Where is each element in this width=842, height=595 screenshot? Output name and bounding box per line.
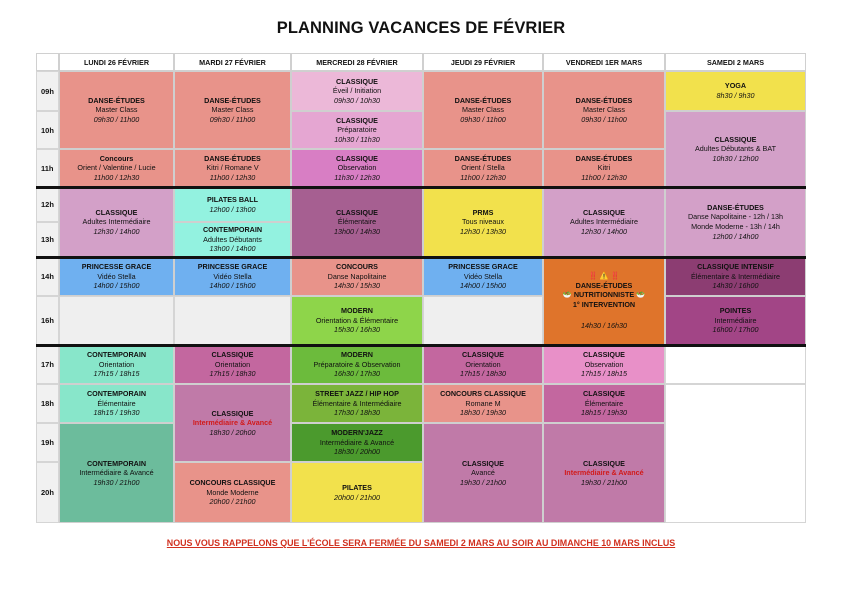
class-level: Observation: [584, 359, 624, 369]
class-title: CLASSIQUE: [336, 115, 378, 125]
class-block[interactable]: [59, 423, 174, 523]
class-time: 17h30 / 18h30: [334, 408, 380, 418]
class-block[interactable]: [423, 187, 543, 257]
class-block[interactable]: [423, 384, 543, 423]
class-level: Master Class: [462, 105, 504, 115]
class-block[interactable]: [543, 187, 665, 257]
empty-slot: [665, 384, 806, 523]
class-block[interactable]: [543, 257, 665, 345]
class-time: 15h30 / 16h30: [334, 325, 380, 335]
class-time: 09h30 / 11h00: [460, 114, 506, 124]
class-level: Romane M: [465, 398, 501, 408]
class-level: Avancé: [471, 468, 495, 478]
class-level: Élémentaire & Intermédiaire: [690, 271, 781, 281]
class-title: DANSE-ÉTUDES: [454, 153, 512, 163]
class-block[interactable]: [543, 71, 665, 149]
class-time: 13h00 / 14h00: [209, 244, 256, 254]
hour-label: 14h: [36, 257, 59, 296]
class-level: Orientation & Élémentaire: [315, 315, 399, 325]
class-block[interactable]: [543, 345, 665, 384]
class-level: Élémentaire: [97, 398, 136, 408]
day-header: LUNDI 26 FÉVRIER: [59, 53, 174, 71]
class-title: CLASSIQUE: [714, 134, 757, 144]
class-time: 14h30 / 16h00: [712, 281, 759, 291]
class-title: DANSE-ÉTUDES: [575, 95, 633, 105]
class-time: 09h30 / 11h00: [581, 114, 627, 124]
class-time: 12h30 / 14h00: [581, 226, 627, 236]
class-level: Kitri: [597, 163, 611, 173]
section-divider: [36, 186, 806, 189]
class-title: PILATES BALL: [207, 194, 258, 204]
hour-label: 10h: [36, 111, 59, 149]
class-level: Observation: [337, 163, 377, 173]
class-level: Orient / Stella: [461, 163, 505, 173]
class-title: DANSE-ÉTUDES: [204, 95, 261, 105]
class-title: CLASSIQUE: [211, 350, 254, 360]
day-header: VENDREDI 1ER MARS: [543, 53, 665, 71]
class-block[interactable]: [543, 149, 665, 187]
class-time: 17h15 / 18h15: [581, 369, 627, 379]
class-title: CLASSIQUE: [583, 389, 625, 399]
class-level: Monde Moderne - 13h / 14h: [691, 222, 780, 231]
hour-label: 12h: [36, 187, 59, 222]
class-time: 11h00 / 12h30: [581, 172, 627, 182]
class-level: Danse Napolitaine: [327, 271, 387, 281]
class-block[interactable]: [665, 187, 806, 257]
class-level: Danse Napolitaine - 12h / 13h: [687, 212, 784, 222]
class-time: 18h30 / 20h00: [209, 427, 256, 437]
class-block[interactable]: [59, 345, 174, 384]
class-level: Vidéo Stella: [213, 271, 252, 281]
class-block[interactable]: [291, 257, 423, 296]
class-title: DANSE-ÉTUDES: [575, 153, 633, 163]
class-level-highlight: Intermédiaire & Avancé: [192, 418, 273, 428]
class-title: STREET JAZZ / HIP HOP: [315, 389, 399, 399]
class-title: DANSE-ÉTUDES: [204, 153, 261, 163]
class-block[interactable]: [174, 187, 291, 222]
class-time: 09h30 / 10h30: [334, 95, 380, 105]
section-divider: [36, 256, 806, 259]
class-block[interactable]: [543, 384, 665, 423]
class-title: PRMS: [472, 207, 494, 217]
class-title: CLASSIQUE: [462, 350, 504, 360]
section-divider: [36, 344, 806, 347]
corner-cell: [36, 53, 59, 71]
empty-slot: [59, 296, 174, 345]
class-block[interactable]: [174, 462, 291, 523]
class-block[interactable]: [291, 149, 423, 187]
class-time: 11h00 / 12h30: [460, 172, 506, 182]
class-time: 17h15 / 18h15: [93, 369, 140, 379]
class-time: 14h30 / 15h30: [334, 281, 380, 291]
class-title: CLASSIQUE: [583, 458, 625, 468]
class-block[interactable]: [665, 296, 806, 345]
class-level: Vidéo Stella: [463, 271, 503, 281]
class-time: 19h30 / 21h00: [460, 477, 506, 487]
class-time: 20h00 / 21h00: [209, 497, 256, 507]
hour-label: 09h: [36, 71, 59, 111]
class-block[interactable]: [59, 71, 174, 149]
class-time: 18h30 / 20h00: [334, 447, 380, 457]
class-block[interactable]: [174, 345, 291, 384]
class-time: 16h00 / 17h00: [712, 325, 759, 335]
class-block[interactable]: [423, 149, 543, 187]
class-block[interactable]: [291, 187, 423, 257]
class-time: 20h00 / 21h00: [334, 492, 380, 502]
class-time: 13h00 / 14h30: [334, 226, 380, 236]
class-time: 11h00 / 12h30: [93, 172, 140, 182]
class-block[interactable]: [291, 71, 423, 111]
class-block[interactable]: [665, 71, 806, 111]
class-time: 12h00 / 14h00: [712, 231, 759, 241]
class-level: Intermédiaire & Avancé: [319, 437, 395, 447]
class-title: CLASSIQUE: [583, 350, 625, 360]
class-title: PRINCESSE GRACE: [81, 262, 152, 272]
class-time: 16h30 / 17h30: [334, 369, 380, 379]
day-header: SAMEDI 2 MARS: [665, 53, 806, 71]
class-block[interactable]: [59, 149, 174, 187]
class-level: Monde Moderne: [206, 487, 259, 497]
class-level: Adultes Intermédiaire: [82, 217, 151, 227]
class-block[interactable]: [174, 384, 291, 462]
class-block[interactable]: [665, 111, 806, 187]
class-time: 12h00 / 13h00: [209, 204, 256, 214]
hour-label: 17h: [36, 345, 59, 384]
class-note: 🥗 NUTRITIONNISTE 🥗: [562, 290, 646, 300]
class-level: Adultes Intermédiaire: [570, 217, 638, 227]
class-title: POINTES: [719, 306, 752, 316]
class-title: CONCOURS CLASSIQUE: [440, 389, 526, 399]
class-level: Préparatoire & Observation: [313, 359, 401, 369]
class-title: DANSE-ÉTUDES: [707, 202, 764, 212]
class-title: CLASSIQUE: [336, 76, 378, 86]
class-title: CLASSIQUE: [462, 458, 504, 468]
class-level: Master Class: [211, 105, 254, 115]
class-block[interactable]: [291, 111, 423, 149]
class-time: 12h30 / 14h00: [93, 226, 140, 236]
class-title: CONTEMPORAIN: [202, 225, 263, 235]
class-title: DANSE-ÉTUDES: [575, 280, 633, 290]
class-block[interactable]: [174, 71, 291, 149]
class-block[interactable]: [543, 423, 665, 523]
class-level: Intermédiaire: [714, 315, 757, 325]
class-time: 14h30 / 16h30: [581, 321, 627, 331]
class-time: 09h30 / 11h00: [209, 114, 256, 124]
class-block[interactable]: [423, 71, 543, 149]
class-title: MODERN: [341, 306, 373, 316]
class-block[interactable]: [59, 187, 174, 257]
class-title: CONTEMPORAIN: [86, 458, 147, 468]
hour-label: 16h: [36, 296, 59, 345]
class-title: CLASSIQUE: [583, 207, 625, 217]
class-level: Préparatoire: [337, 125, 377, 135]
class-title: DANSE-ÉTUDES: [88, 95, 145, 105]
class-level: Élémentaire: [337, 217, 377, 227]
class-block[interactable]: [291, 345, 423, 384]
class-block[interactable]: [291, 384, 423, 423]
class-title: PRINCESSE GRACE: [448, 262, 518, 272]
class-title: CONCOURS: [336, 262, 378, 272]
empty-slot: [174, 296, 291, 345]
class-title: MODERN'JAZZ: [331, 428, 383, 438]
class-time: 11h30 / 12h30: [334, 172, 380, 182]
class-block[interactable]: [423, 423, 543, 523]
empty-slot: [665, 345, 806, 384]
class-level: Kitri / Romane V: [206, 163, 259, 173]
class-level: Adultes Débutants: [203, 234, 262, 244]
class-time: 17h15 / 18h30: [460, 369, 506, 379]
day-header: JEUDI 29 FÉVRIER: [423, 53, 543, 71]
class-block[interactable]: [174, 149, 291, 187]
class-block[interactable]: [423, 257, 543, 296]
class-title: CONCOURS CLASSIQUE: [189, 478, 276, 488]
class-level: Master Class: [583, 105, 625, 115]
class-title: YOGA: [724, 81, 747, 91]
class-title: PRINCESSE GRACE: [197, 262, 268, 272]
class-level: Orientation: [465, 359, 501, 369]
class-level: Élémentaire & Intermédiaire: [312, 398, 402, 408]
class-block[interactable]: [291, 462, 423, 523]
class-level: Vidéo Stella: [97, 271, 136, 281]
class-level: Adultes Débutants & BAT: [695, 144, 776, 154]
hour-label: 11h: [36, 149, 59, 187]
class-note: 1° INTERVENTION: [572, 299, 636, 309]
class-level: Élémentaire: [584, 398, 624, 408]
class-level-highlight: Intermédiaire & Avancé: [564, 468, 644, 478]
class-time: 8h30 / 9h30: [716, 91, 755, 100]
class-level: Master Class: [95, 105, 138, 115]
class-time: 18h15 / 19h30: [93, 408, 140, 418]
class-title: DANSE-ÉTUDES: [454, 95, 512, 105]
hour-label: 13h: [36, 222, 59, 257]
class-time: 19h30 / 21h00: [93, 477, 140, 487]
class-title: Concours: [99, 153, 134, 163]
hour-label: 18h: [36, 384, 59, 423]
class-level: Tous niveaux: [462, 217, 504, 227]
class-block[interactable]: [291, 296, 423, 345]
class-level: Orientation: [214, 359, 251, 369]
page-title: PLANNING VACANCES DE FÉVRIER: [276, 19, 566, 37]
class-block[interactable]: [59, 257, 174, 296]
class-block[interactable]: [174, 257, 291, 296]
class-block[interactable]: [291, 423, 423, 462]
class-time: 10h30 / 12h00: [712, 153, 759, 163]
class-time: 18h15 / 19h30: [581, 408, 627, 418]
class-title: PILATES: [342, 482, 372, 492]
hour-label: 19h: [36, 423, 59, 462]
empty-slot: [423, 296, 543, 345]
class-block[interactable]: [423, 345, 543, 384]
class-level: Intermédiaire & Avancé: [79, 468, 154, 478]
class-time: 19h30 / 21h00: [581, 477, 627, 487]
class-time: 11h00 / 12h30: [209, 172, 256, 182]
class-title: CONTEMPORAIN: [86, 350, 147, 360]
class-block[interactable]: [665, 257, 806, 296]
class-title: MODERN: [341, 350, 373, 360]
schedule-grid: [36, 53, 806, 523]
day-header: MARDI 27 FÉVRIER: [174, 53, 291, 71]
class-level: Orient / Valentine / Lucie: [77, 163, 156, 173]
class-title: CLASSIQUE: [211, 408, 254, 418]
class-time: 09h30 / 11h00: [93, 114, 140, 124]
class-level: Éveil / Initiation: [332, 86, 382, 96]
class-time: 14h00 / 15h00: [93, 281, 140, 291]
class-time: 17h15 / 18h30: [209, 369, 256, 379]
class-title: CLASSIQUE: [95, 207, 138, 217]
closure-notice: NOUS VOUS RAPPELONS QUE L’ÉCOLE SERA FERMÉE DU SAMEDI 2 MARS AU SOIR AU DIMANCHE 10 MARS INCLUS: [166, 538, 676, 548]
class-title: CLASSIQUE INTENSIF: [697, 262, 774, 272]
warning-marks: ‼️ ⚠️ ‼️: [588, 271, 620, 281]
class-title: CONTEMPORAIN: [86, 389, 147, 399]
class-time: 18h30 / 19h30: [460, 408, 506, 418]
class-title: CLASSIQUE: [336, 207, 378, 217]
class-block[interactable]: [59, 384, 174, 423]
hour-label: 20h: [36, 462, 59, 523]
class-time: 14h00 / 15h00: [209, 281, 256, 291]
class-block[interactable]: [174, 222, 291, 257]
day-header: MERCREDI 28 FÉVRIER: [291, 53, 423, 71]
class-time: 12h30 / 13h30: [460, 226, 506, 236]
class-time: 10h30 / 11h30: [334, 134, 380, 144]
class-title: CLASSIQUE: [336, 153, 378, 163]
class-level: Orientation: [98, 359, 135, 369]
class-time: 14h00 / 15h00: [460, 281, 506, 291]
